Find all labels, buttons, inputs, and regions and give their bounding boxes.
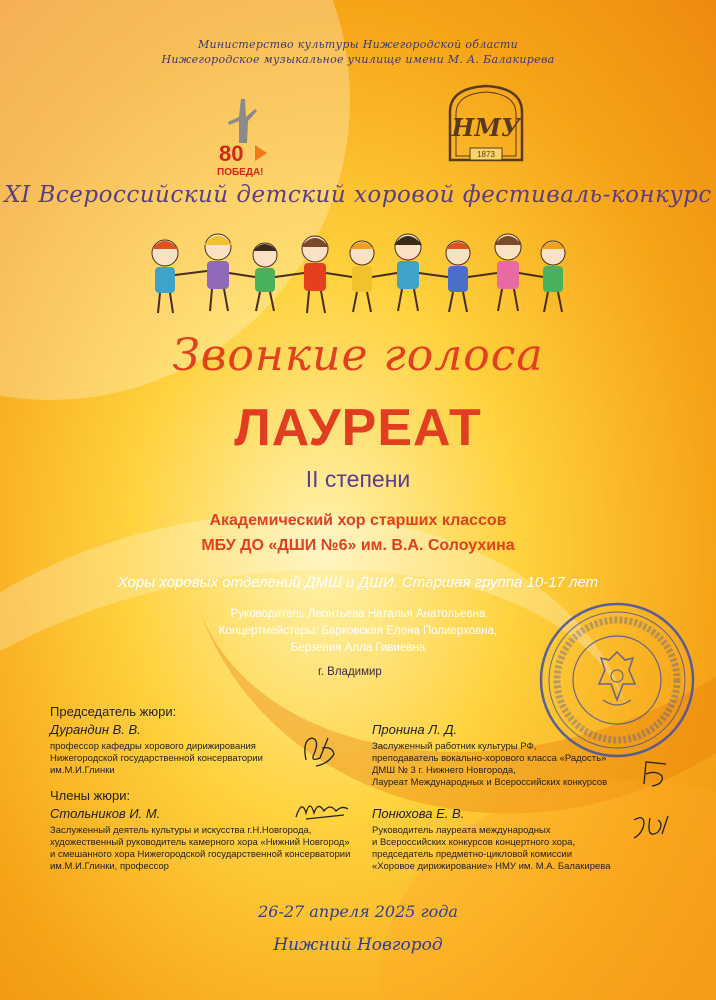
award-title: ЛАУРЕАТ (234, 399, 482, 457)
jury-member-desc: ДМШ № 3 г. Нижнего Новгорода, (372, 765, 516, 776)
child-figure (350, 241, 374, 312)
jury-member-name: Понюхова Е. В. (372, 806, 465, 821)
child-figure (541, 241, 565, 312)
school-year: 1873 (477, 150, 495, 159)
festival-name: Звонкие голоса (172, 330, 544, 381)
jury-chair-heading: Председатель жюри: (50, 704, 177, 719)
jury-member-desc: «Хоровое дирижирование» НМУ им. М.А. Балакирева (372, 861, 611, 872)
victory-80-logo (215, 95, 271, 185)
award-degree: II степени (305, 466, 411, 492)
jury-members-heading: Члены жюри: (50, 788, 131, 803)
recipient-leader: Руководитель Леонтьева Наталья Анатольевна (230, 608, 486, 620)
jury-member-desc: Заслуженный работник культуры РФ, (372, 741, 537, 752)
ministry-name: Министерство культуры Нижегородской области (197, 38, 519, 51)
recipient-choir: Академический хор старших классов (209, 512, 507, 529)
jury-member-desc: художественный руководитель камерного хора «Нижний Новгород» (50, 837, 350, 848)
recipient-accompanists: Концертмейстеры: Барковская Елена Полиерховна, (218, 625, 498, 637)
official-stamp (535, 600, 700, 760)
event-date: 26-27 апреля 2025 года (258, 902, 458, 921)
recipient-category: Хоры хоровых отделений ДМШ и ДШИ. Старшая группа 10-17 лет (117, 574, 599, 591)
jury-member-desc: председатель предметно-цикловой комиссии (372, 849, 573, 860)
event-place: Нижний Новгород (273, 935, 443, 955)
recipient-accompanists: Берзения Алла Гивиевна (290, 642, 426, 654)
jury-chair-desc: профессор кафедры хорового дирижирования (50, 741, 256, 752)
school-logo (440, 82, 532, 170)
victory-number: 80 (219, 141, 244, 166)
jury-chair-desc: им.М.И.Глинки (50, 765, 115, 776)
jury-member-desc: Лауреат Международных и Всероссийских конкурсов (372, 777, 608, 788)
jury-member-name: Пронина Л. Д. (372, 722, 458, 737)
child-figure (494, 234, 522, 311)
member3-signature (628, 810, 674, 844)
college-name: Нижегородское музыкальное училище имени М. А. Балакирева (161, 53, 555, 66)
jury-member-name: Стольников И. М. (50, 806, 161, 821)
child-figure (301, 236, 329, 313)
festival-title: XI Всероссийский детский хоровой фестиваль-конкурс (4, 182, 712, 208)
child-figure (446, 241, 470, 312)
jury-member-desc: Руководитель лауреата международных (372, 825, 551, 836)
recipient-city: г. Владимир (318, 666, 382, 678)
jury-member-desc: и Всероссийских конкурсов концертного хора, (372, 837, 576, 848)
chair-signature (298, 730, 338, 772)
jury-member-desc: преподаватель вокально-хорового класса «Радость» (372, 753, 607, 764)
member1-signature (292, 793, 352, 827)
child-figure (394, 234, 422, 311)
school-monogram: НМУ (451, 113, 521, 142)
jury-chair-desc: Нижегородской государственной консерватории (50, 753, 263, 764)
jury-member-desc: и смешанного хора Нижегородской государственной консерватории (50, 849, 351, 860)
recipient-school: МБУ ДО «ДШИ №6» им. В.А. Солоухина (201, 537, 515, 554)
jury-chair-name: Дурандин В. В. (50, 722, 141, 737)
member2-signature (636, 756, 676, 790)
child-figure (152, 240, 178, 313)
children-illustration (140, 225, 580, 320)
child-figure (253, 243, 277, 311)
victory-text: ПОБЕДА! (217, 167, 264, 178)
child-figure (204, 234, 232, 311)
jury-member-desc: Заслуженный деятель культуры и искусства г.Н.Новгорода, (50, 825, 312, 836)
jury-member-desc: им.М.И.Глинки, профессор (50, 861, 169, 872)
